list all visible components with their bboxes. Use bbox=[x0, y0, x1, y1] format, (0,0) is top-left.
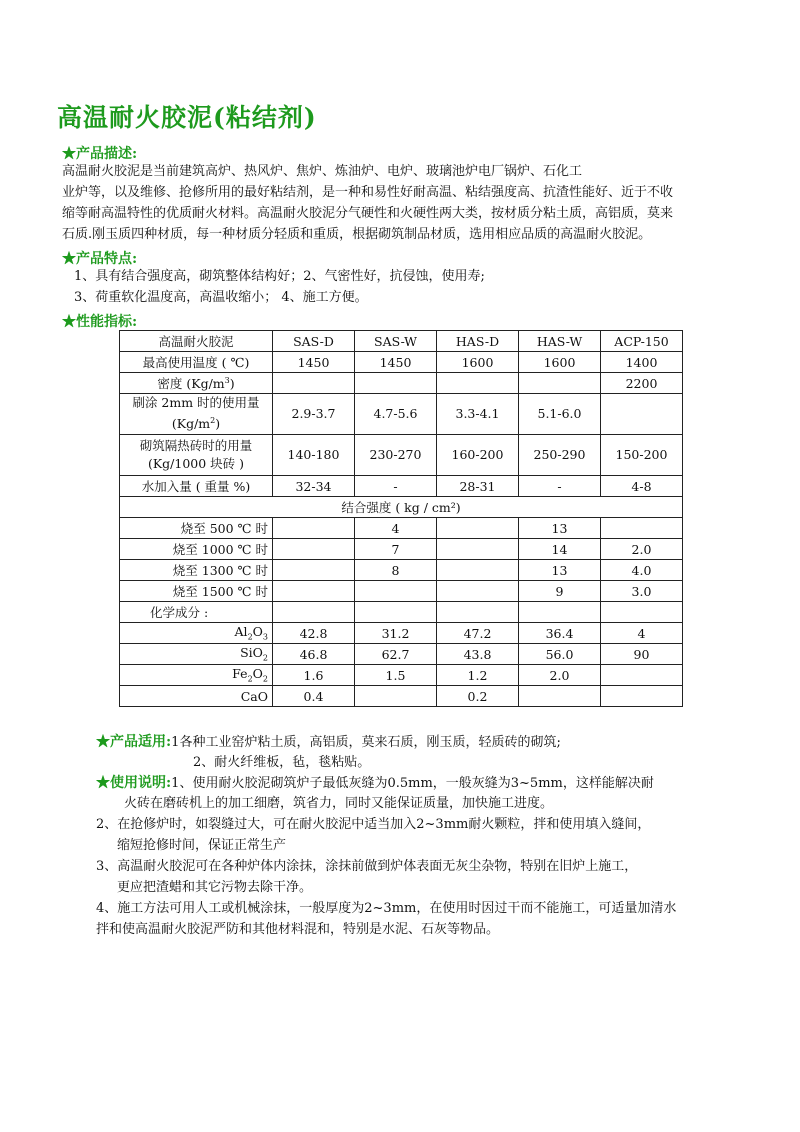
table-cell bbox=[355, 686, 437, 707]
table-cell: 13 bbox=[519, 518, 601, 539]
table-cell: 150-200 bbox=[601, 435, 683, 476]
table-cell: - bbox=[519, 476, 601, 497]
table-cell bbox=[273, 560, 355, 581]
table-cell: 1450 bbox=[273, 352, 355, 373]
label-sup: 3 bbox=[224, 375, 230, 385]
description-line: 高温耐火胶泥是当前建筑高炉、热风炉、焦炉、炼油炉、电炉、玻璃池炉电厂锅炉、石化工 bbox=[62, 164, 583, 179]
table-cell bbox=[519, 373, 601, 394]
table-cell: 1600 bbox=[519, 352, 601, 373]
description-line: 石质.刚玉质四种材质，每一种材质分轻质和重质，根据砌筑制品材质，选用相应品质的高温耐火胶泥。 bbox=[62, 227, 652, 242]
usage-heading: ★使用说明: bbox=[96, 775, 172, 791]
table-header-cell: SAS-D bbox=[273, 331, 355, 352]
table-cell: 14 bbox=[519, 539, 601, 560]
table-cell: 5.1-6.0 bbox=[519, 394, 601, 435]
description-heading: ★产品描述: bbox=[62, 146, 138, 162]
table-cell: 0.2 bbox=[437, 686, 519, 707]
table-row bbox=[120, 518, 683, 539]
table-cell: 47.2 bbox=[437, 623, 519, 644]
formula-part: SiO bbox=[240, 645, 263, 661]
table-cell bbox=[355, 373, 437, 394]
row-label bbox=[120, 644, 273, 665]
label-sup: 2 bbox=[210, 416, 216, 426]
apply-line: 2、耐火纤维板，毡，毯粘贴。 bbox=[193, 755, 371, 770]
row-label bbox=[120, 665, 273, 686]
page-title: 高温耐火胶泥(粘结剂) bbox=[57, 103, 317, 132]
table-cell: 0.4 bbox=[273, 686, 355, 707]
table-row bbox=[120, 435, 683, 476]
bond-strength-heading: 结合强度 ( kg / cm²) bbox=[120, 497, 683, 518]
usage-text: 1、使用耐火胶泥砌筑炉子最低灰缝为0.5mm，一般灰缝为3~5mm，这样能解决耐 bbox=[171, 776, 654, 791]
usage-line: 火砖在磨砖机上的加工细磨，筑省力，同时又能保证质量，加快施工进度。 bbox=[124, 796, 554, 811]
usage-line bbox=[96, 774, 654, 793]
usage-line: 4、施工方法可用人工或机械涂抹，一般厚度为2~3mm，在使用时因过干而不能施工，可适量加清水 bbox=[96, 901, 677, 916]
table-row bbox=[120, 686, 683, 707]
table-cell: 1450 bbox=[355, 352, 437, 373]
table-cell: 250-290 bbox=[519, 435, 601, 476]
table-header-cell: HAS-D bbox=[437, 331, 519, 352]
table-cell: 2.0 bbox=[601, 539, 683, 560]
table-cell: 1.6 bbox=[273, 665, 355, 686]
table-cell bbox=[601, 686, 683, 707]
row-label bbox=[120, 623, 273, 644]
formula-sub: 2 bbox=[247, 632, 253, 642]
chemical-heading: 化学成分 : bbox=[120, 602, 273, 623]
label-text: ) bbox=[229, 376, 235, 391]
table-cell: 4 bbox=[601, 623, 683, 644]
features-heading: ★产品特点: bbox=[62, 251, 138, 267]
feature-line: 3、荷重软化温度高，高温收缩小； 4、施工方便。 bbox=[74, 290, 368, 305]
table-cell bbox=[519, 602, 601, 623]
table-cell: 2.0 bbox=[519, 665, 601, 686]
table-cell bbox=[273, 539, 355, 560]
table-cell: 42.8 bbox=[273, 623, 355, 644]
table-cell: 32-34 bbox=[273, 476, 355, 497]
formula-sub: 3 bbox=[262, 632, 268, 642]
table-cell bbox=[437, 539, 519, 560]
table-cell: 230-270 bbox=[355, 435, 437, 476]
table-cell: 4 bbox=[355, 518, 437, 539]
table-cell: 62.7 bbox=[355, 644, 437, 665]
table-cell: 2.9-3.7 bbox=[273, 394, 355, 435]
table-cell: 90 bbox=[601, 644, 683, 665]
row-label: 水加入量 ( 重量 %) bbox=[120, 476, 273, 497]
table-cell bbox=[273, 581, 355, 602]
table-cell bbox=[355, 602, 437, 623]
table-header-cell: ACP-150 bbox=[601, 331, 683, 352]
formula-sub: 2 bbox=[262, 653, 268, 663]
table-row bbox=[120, 497, 683, 518]
table-cell: 140-180 bbox=[273, 435, 355, 476]
usage-line: 3、高温耐火胶泥可在各种炉体内涂抹，涂抹前做到炉体表面无灰尘杂物，特别在旧炉上施工， bbox=[96, 859, 638, 874]
table-cell: 4-8 bbox=[601, 476, 683, 497]
row-label: 烧至 500 ℃ 时 bbox=[120, 518, 273, 539]
table-cell bbox=[437, 602, 519, 623]
table-cell: 4.7-5.6 bbox=[355, 394, 437, 435]
table-header-cell: 高温耐火胶泥 bbox=[120, 331, 273, 352]
table-cell: 28-31 bbox=[437, 476, 519, 497]
table-header-cell: HAS-W bbox=[519, 331, 601, 352]
formula-part: O bbox=[252, 624, 263, 640]
table-cell bbox=[437, 560, 519, 581]
table-cell bbox=[437, 373, 519, 394]
table-row bbox=[120, 373, 683, 394]
table-cell: 2200 bbox=[601, 373, 683, 394]
table-row bbox=[120, 602, 683, 623]
row-label bbox=[120, 373, 273, 394]
table-cell: 56.0 bbox=[519, 644, 601, 665]
table-cell: 36.4 bbox=[519, 623, 601, 644]
table-row bbox=[120, 352, 683, 373]
table-cell bbox=[273, 373, 355, 394]
table-cell: 4.0 bbox=[601, 560, 683, 581]
table-cell bbox=[437, 581, 519, 602]
table-cell: - bbox=[355, 476, 437, 497]
formula-part: O bbox=[252, 666, 263, 682]
label-text: 砌筑隔热砖时的用量 bbox=[139, 438, 253, 453]
table-cell: 13 bbox=[519, 560, 601, 581]
usage-line: 拌和使高温耐火胶泥严防和其他材料混和，特别是水泥、石灰等物品。 bbox=[96, 922, 500, 937]
table-cell bbox=[437, 518, 519, 539]
apply-text: 1各种工业窑炉粘土质，高铝质，莫来石质，刚玉质，轻质砖的砌筑; bbox=[171, 735, 561, 750]
table-cell: 160-200 bbox=[437, 435, 519, 476]
table-cell: 1400 bbox=[601, 352, 683, 373]
table-cell bbox=[273, 602, 355, 623]
table-row bbox=[120, 539, 683, 560]
table-cell: 1.5 bbox=[355, 665, 437, 686]
row-label: 最高使用温度 ( ℃) bbox=[120, 352, 273, 373]
table-cell: 3.3-4.1 bbox=[437, 394, 519, 435]
table-header-row bbox=[120, 331, 683, 352]
formula-sub: 2 bbox=[247, 674, 253, 684]
usage-line: 2、在抢修炉时，如裂缝过大，可在耐火胶泥中适当加入2~3mm耐火颗粒，拌和使用填入缝间， bbox=[96, 817, 651, 832]
table-cell: 43.8 bbox=[437, 644, 519, 665]
table-cell bbox=[601, 602, 683, 623]
apply-heading: ★产品适用: bbox=[96, 734, 172, 750]
table-row bbox=[120, 665, 683, 686]
usage-line: 缩短抢修时间，保证正常生产 bbox=[117, 838, 287, 853]
table-row bbox=[120, 476, 683, 497]
table-cell: 7 bbox=[355, 539, 437, 560]
label-text: ) bbox=[215, 416, 221, 432]
performance-heading: ★性能指标: bbox=[62, 314, 138, 330]
label-text: 密度 (Kg/m bbox=[157, 376, 225, 391]
table-cell: 1600 bbox=[437, 352, 519, 373]
usage-line: 更应把渣蜡和其它污物去除干净。 bbox=[117, 880, 313, 895]
row-label: 烧至 1300 ℃ 时 bbox=[120, 560, 273, 581]
table-cell: 8 bbox=[355, 560, 437, 581]
table-cell bbox=[273, 518, 355, 539]
table-header-cell: SAS-W bbox=[355, 331, 437, 352]
table-cell bbox=[355, 581, 437, 602]
table-cell: 31.2 bbox=[355, 623, 437, 644]
description-line: 缩等耐高温特性的优质耐火材料。高温耐火胶泥分气硬性和火硬性两大类，按材质分粘土质，高铝质，莫来 bbox=[62, 206, 674, 221]
label-text: 刷涂 2mm 时的使用量 bbox=[132, 395, 260, 411]
table-cell: 3.0 bbox=[601, 581, 683, 602]
label-text: (Kg/1000 块砖 ) bbox=[147, 456, 245, 471]
table-row bbox=[120, 581, 683, 602]
row-label: CaO bbox=[120, 686, 273, 707]
table-row bbox=[120, 394, 683, 435]
table-row bbox=[120, 644, 683, 665]
table-row bbox=[120, 560, 683, 581]
table-cell bbox=[601, 394, 683, 435]
row-label: 烧至 1000 ℃ 时 bbox=[120, 539, 273, 560]
formula-part: Fe bbox=[232, 666, 248, 682]
feature-line: 1、具有结合强度高，砌筑整体结构好；2、气密性好，抗侵蚀，使用寿; bbox=[74, 269, 485, 284]
formula-part: Al bbox=[234, 624, 248, 640]
table-cell bbox=[519, 686, 601, 707]
table-cell bbox=[601, 518, 683, 539]
row-label: 烧至 1500 ℃ 时 bbox=[120, 581, 273, 602]
label-text: (Kg/m bbox=[171, 416, 211, 432]
table-cell bbox=[601, 665, 683, 686]
table-cell: 46.8 bbox=[273, 644, 355, 665]
table-cell: 9 bbox=[519, 581, 601, 602]
description-line: 业炉等，以及维修、抢修所用的最好粘结剂，是一种和易性好耐高温、粘结强度高、抗渣性能好、近于不收 bbox=[62, 185, 674, 200]
table-row bbox=[120, 623, 683, 644]
apply-line bbox=[96, 733, 561, 752]
row-label bbox=[120, 435, 273, 476]
table-cell: 1.2 bbox=[437, 665, 519, 686]
row-label bbox=[120, 394, 273, 435]
performance-table bbox=[119, 330, 683, 707]
formula-sub: 2 bbox=[262, 674, 268, 684]
